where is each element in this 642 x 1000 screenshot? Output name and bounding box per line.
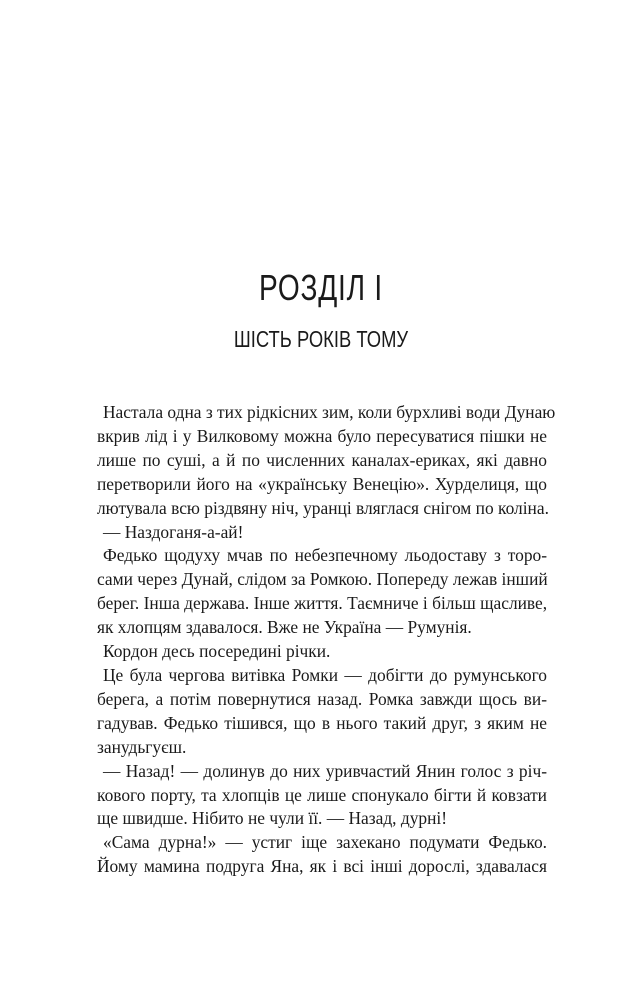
text-line: Йому мамина подруга Яна, як і всі інші дорослі, здавалася — [97, 856, 547, 877]
text-line: занудьгуєш. — [97, 736, 187, 757]
paragraph — [97, 760, 547, 832]
text-line: Кордон десь посередині річки. — [103, 641, 331, 662]
paragraph — [97, 544, 547, 640]
text-line: — Назад! — долинув до них уривчастий Янин голос з річ- — [103, 760, 547, 781]
text-line: Федько щодуху мчав по небезпечному льодоставу з торо- — [103, 545, 547, 566]
paragraph — [97, 831, 547, 879]
text-line: Це була чергова витівка Ромки — добігти до румунського — [103, 664, 547, 685]
paragraph — [97, 640, 547, 664]
text-line: сами через Дунай, слідом за Ромкою. Попереду лежав інший — [97, 569, 548, 590]
text-line: гадував. Федько тішився, що в нього такий друг, з яким не — [97, 712, 547, 733]
text-line: вкрив лід і у Вилковому можна було пересуватися пішки не — [97, 425, 547, 446]
text-line: Настала одна з тих рідкісних зим, коли бурхливі води Дунаю — [103, 402, 556, 422]
text-line: перетворили його на «українську Венецію». Хурделиця, що — [97, 473, 547, 494]
text-line: кового порту, та хлопців це лише спонукало бігти й ковзати — [97, 784, 547, 805]
text-line: — Наздоганя-а-ай! — [103, 521, 244, 542]
chapter-title: РОЗДІЛ І — [258, 267, 383, 308]
text-line: «Сама дурна!» — устиг іще захекано подумати Федько. — [103, 832, 547, 853]
paragraph — [97, 401, 556, 521]
chapter-body — [97, 401, 556, 879]
text-line: ще швидше. Нібито не чули її. — Назад, дурні! — [97, 808, 448, 829]
text-line: берега, а потім повернутися назад. Ромка завжди щось ви- — [97, 688, 547, 709]
text-line: берег. Інша держава. Інше життя. Таємниче і більш щасливе, — [97, 593, 548, 614]
paragraph — [97, 664, 547, 760]
text-line: як хлопцям здавалося. Вже не Україна — Румунія. — [97, 617, 472, 638]
paragraph — [97, 521, 547, 545]
chapter-subtitle: ШІСТЬ РОКІВ ТОМУ — [233, 326, 409, 352]
text-line: лютувала всю різдвяну ніч, уранці вляглася снігом по коліна. — [97, 497, 549, 518]
text-line: лише по суші, а й по численних каналах-ериках, які давно — [97, 449, 547, 470]
